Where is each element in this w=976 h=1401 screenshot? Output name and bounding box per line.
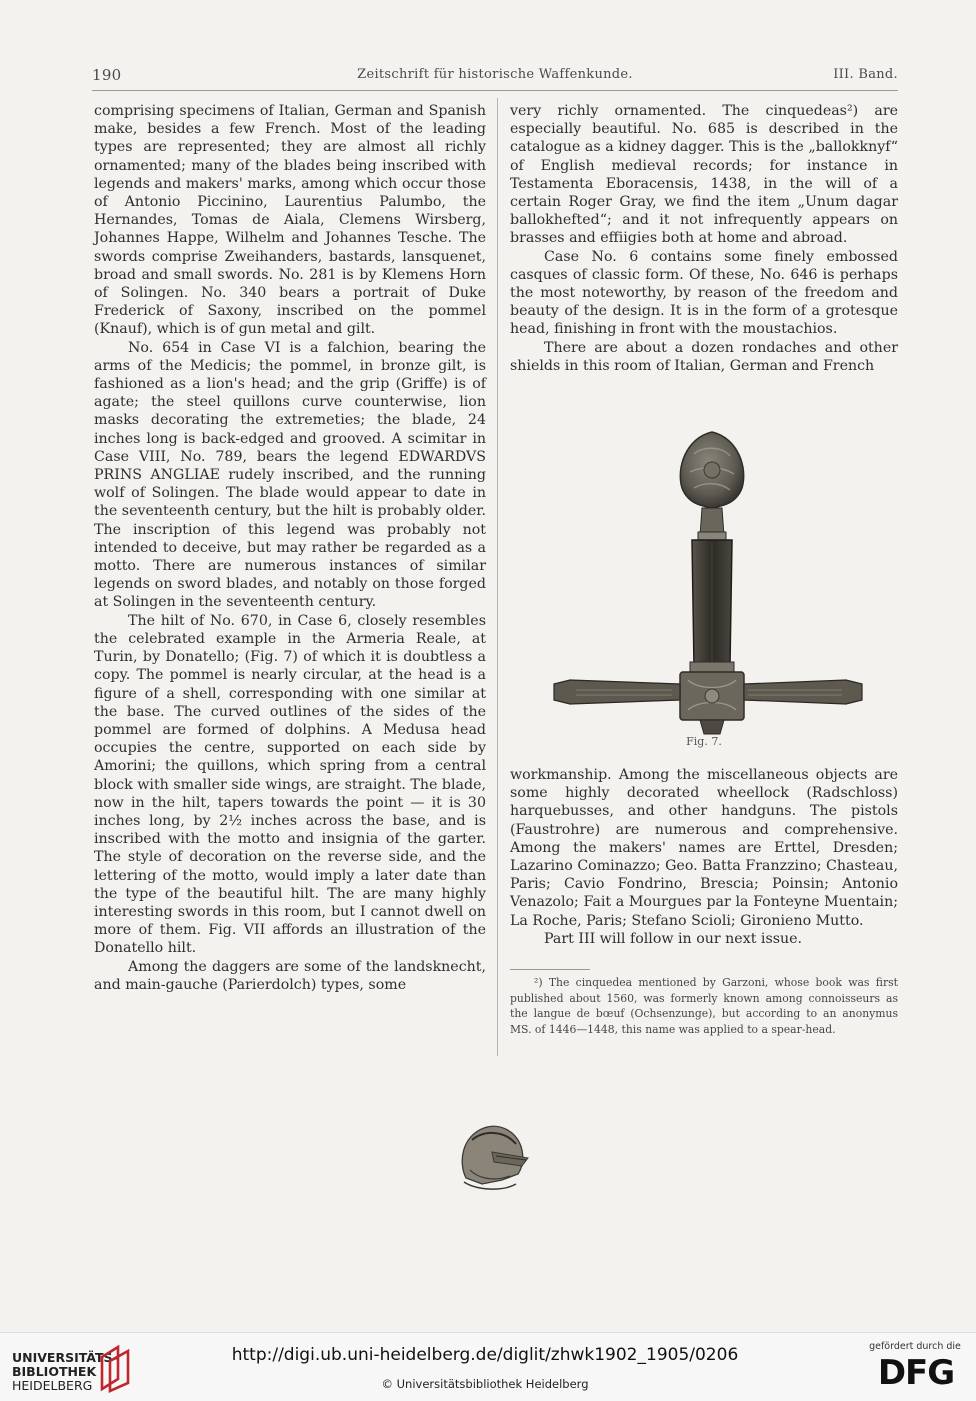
dfg-logo: DFG [877,1353,955,1393]
library-logo-icon [96,1343,136,1393]
page-number: 190 [92,66,122,84]
library-name-line: BIBLIOTHEK [12,1364,97,1379]
right-column-top [510,102,898,375]
paragraph: Case No. 6 contains some finely embossed casques of classic form. Of these, No. 646 is perhaps the most noteworthy, by reason of the freedom and beauty of the design. It is in the form of a grotesque head, finishing in front with the moustachios. [510,248,898,338]
journal-title: Zeitschrift für historische Waffenkunde. [357,67,633,82]
footnote [510,975,898,1037]
column-divider [497,98,498,1056]
paragraph: The hilt of No. 670, in Case 6, closely resembles the celebrated example in the Armeria Reale, at Turin, by Donatello; (Fig. 7) of which it is doubtless a copy. The pommel is nearly circular, at the head is a figure of a shell, corresponding with one similar at the base. The curved outlines of the sides of the pommel are formed of dolphins. A Medusa head occupies the centre, supported on each side by Amorini; the quillons, which spring from a central block with smaller side wings, are straight. The blade, now in the hilt, tapers towards the point — it is 30 inches long, by 2½ inches across the base, and is inscribed with the motto and insignia of the garter. The style of decoration on the reverse side, and the lettering of the motto, would imply a later date than the type of the beautiful hilt. The are many highly interesting swords in this room, but I cannot dwell on more of them. Fig. VII affords an illustration of the Donatello hilt. [94,612,486,957]
helmet-vignette [452,1118,532,1194]
paragraph: Among the daggers are some of the landsknecht, and main-gauche (Parierdolch) types, some [94,958,486,993]
paragraph: There are about a dozen rondaches and other shields in this room of Italian, German and French [510,339,898,374]
digitization-footer [0,1332,976,1401]
library-name-line: HEIDELBERG [12,1378,93,1393]
footnote-text: ²) The cinquedea mentioned by Garzoni, whose book was first published about 1560, was formerly known among connoisseurs as the langue de bœuf (Ochsenzunge), but according to an anonymus MS. of 1446—1448, this name was applied to a spear-head. [510,976,898,1036]
paragraph: comprising specimens of Italian, German and Spanish make, besides a few French. Most of the leading types are represented; they are almost all richly ornamented; many of the blades being inscribed with legends and makers' marks, among which occur those of Antonio Piccinino, Laurentius Palumbo, the Hernandes, Tomas de Aiala, Clemens Wirsberg, Johannes Happe, Wilhelm and Johannes Tesche. The swords comprise Zweihanders, bastards, lansquenet, broad and small swords. No. 281 is by Klemens Horn of Solingen. No. 340 bears a portrait of Duke Frederick of Saxony, inscribed on the pommel (Knauf), which is of gun metal and gilt. [94,103,486,338]
right-column-bottom [510,766,898,948]
paragraph: workmanship. Among the miscellaneous objects are some highly decorated wheellock (Radschloss) harquebusses, and other handguns. The pistols (Faustrohre) are numerous and comprehensive. Among the makers' names are Erttel, Dresden; Lazarino Cominazzo; Geo. Batta Franzzino; Chasteau, Paris; Cavio Fondrino, Brescia; Poinsin; Antonio Venazolo; Fait a Mourgues par la Fonteyne Muentain; La Roche, Paris; Stefano Scioli; Gironieno Mutto. [510,767,898,929]
paragraph: very richly ornamented. The cinquedeas²) are especially beautiful. No. 685 is described in the catalogue as a kidney dagger. This is the „ballokknyf“ of English medieval records; for instance in Testamenta Eboracensis, 1438, in the will of a certain Roger Gray, we find the item „Unum dagar ballokhefted“; and it not infrequently appears on brasses and effiigies both at home and abroad. [510,103,898,247]
running-header [92,66,898,86]
funding-label: gefördert durch die [869,1341,961,1352]
left-column [94,102,486,994]
header-rule [92,90,898,91]
footnote-rule [510,969,590,970]
volume-label: III. Band. [833,67,898,82]
library-name-line: UNIVERSITÄTS- [12,1350,118,1365]
paragraph: No. 654 in Case VI is a falchion, bearing the arms of the Medicis; the pommel, in bronze gilt, is fashioned as a lion's head; and the grip (Griffe) is of agate; the steel quillons curve counterwise, lion masks decorating the extremeties; the blade, 24 inches long is back-edged and grooved. A scimitar in Case VIII, No. 789, bears the legend EDWARDVS PRINS ANGLIAE rudely inscribed, and the running wolf of Solingen. The blade would appear to date in the seventeenth century, but the hilt is probably older. The inscription of this legend was probably not intended to deceive, but may rather be regarded as a motto. There are numerous instances of similar legends on sword blades, and notably on those forged at Solingen in the seventeenth century. [94,339,486,611]
paragraph: Part III will follow in our next issue. [544,930,803,947]
sword-hilt-illustration [552,428,864,738]
copyright-notice: © Universitätsbibliothek Heidelberg [381,1377,589,1391]
permalink-url[interactable]: http://digi.ub.uni-heidelberg.de/diglit/zhwk1902_1905/0206 [231,1345,739,1365]
figure-caption: Fig. 7. [686,735,722,748]
